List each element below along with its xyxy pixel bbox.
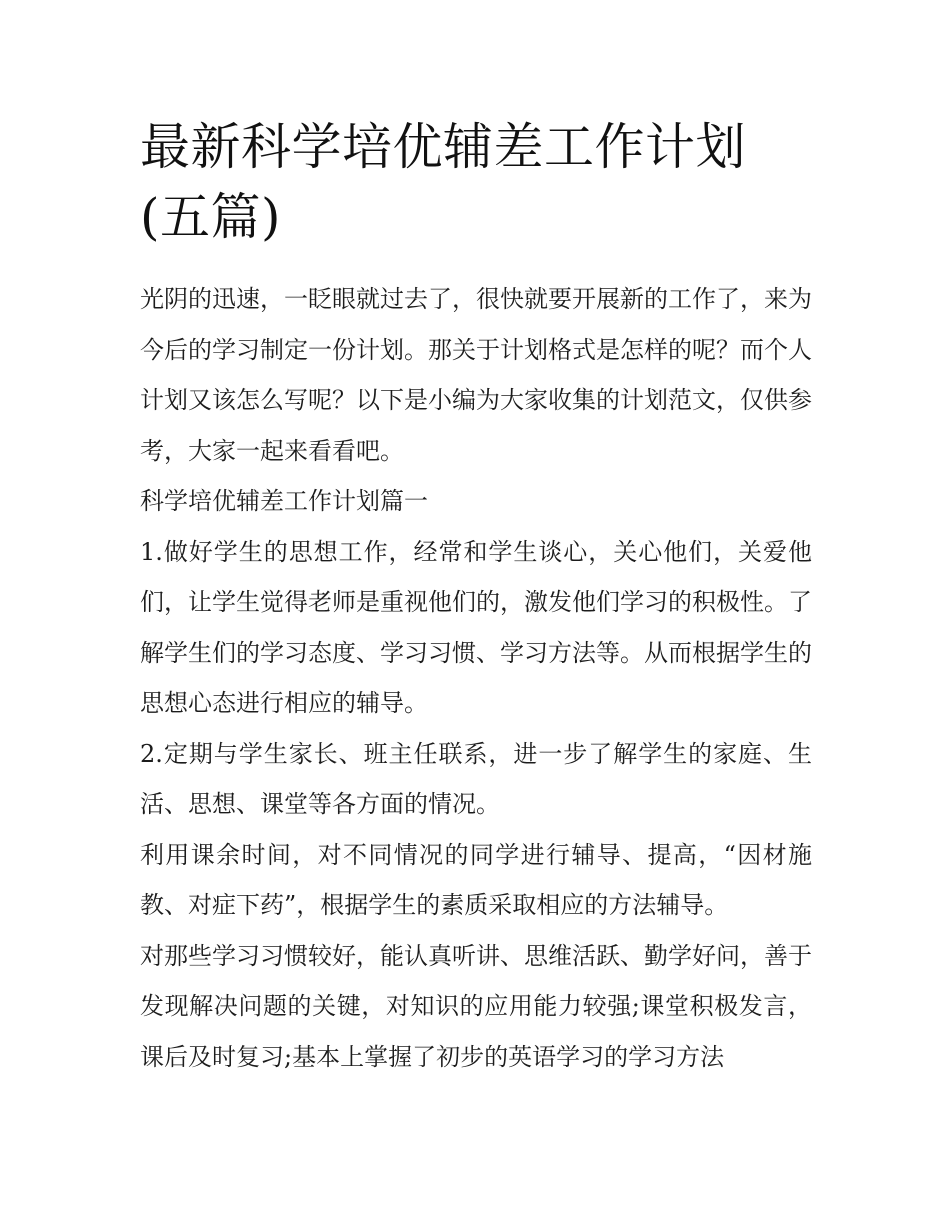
body-paragraph: 利用课余时间，对不同情况的同学进行辅导、提高，“因材施教、对症下药”，根据学生的素质采取相应的方法辅导。 — [140, 840, 812, 919]
section-heading: 科学培优辅差工作计划篇一 — [140, 487, 428, 515]
document-body — [140, 112, 812, 1082]
document-title: 最新科学培优辅差工作计划(五篇) — [140, 118, 746, 246]
body-paragraph: 1.做好学生的思想工作，经常和学生谈心，关心他们，关爱他们，让学生觉得老师是重视他们的，激发他们学习的积极性。了解学生们的学习态度、学习习惯、学习方法等。从而根据学生的思想心态进行相应的辅导。 — [140, 537, 812, 717]
body-paragraph: 对那些学习习惯较好，能认真听讲、思维活跃、勤学好问，善于发现解决问题的关键，对知识的应用能力较强;课堂积极发言，课后及时复习;基本上掌握了初步的英语学习的学习方法 — [140, 941, 812, 1071]
body-paragraph: 2.定期与学生家长、班主任联系，进一步了解学生的家庭、生活、思想、课堂等各方面的情况。 — [140, 739, 812, 818]
intro-paragraph: 光阴的迅速，一眨眼就过去了，很快就要开展新的工作了，来为今后的学习制定一份计划。那关于计划格式是怎样的呢？而个人计划又该怎么写呢？以下是小编为大家收集的计划范文，仅供参考，大家一起来看看吧。 — [140, 285, 812, 465]
